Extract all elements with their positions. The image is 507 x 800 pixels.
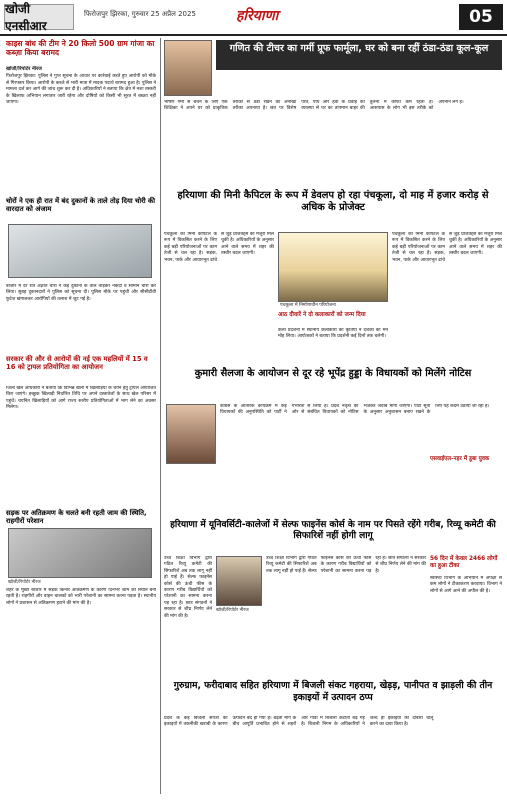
issue-meta: फिरोजपुर झिरका, गुरुवार 25 अप्रैल 2025 [84, 10, 196, 18]
story4-photo [8, 528, 152, 578]
story5-headline: गणित की टीचर का गर्मी प्रूफ फार्मूला, घर को बना रहीं ठंडा-ठंडा कूल-कूल [216, 40, 502, 70]
panchkula-photo-caption: पंचकूला में निर्माणाधीन परियोजना [280, 303, 336, 308]
story8-body: कांग्रेस के आंतरिक कार्यक्रम में कई विधायकों की अनुपस्थिति को पार्टी ने गंभीरता से लिया है। प्रदेश नेतृत्व की ओर से संबंधित विधायकों को नोटिस भेजकर जवाब मांगा जाएगा। पार्टी सूत्रों के अनुसार अनुशासन बनाए रखने के लिए यह कदम उठाया जा रहा है। [220, 404, 490, 416]
story2-headline: चोरों ने एक ही रात में बंद दुकानों के ताले तोड़ दिया चोरी की वारदात को अंजाम [6, 197, 155, 213]
story5-body: भीषण गर्मी से बचने के लिए एक शिक्षिका ने अपने घर को प्राकृतिक तरीकों से ठंडा रखने का अनोखा तरीका अपनाया है। छत पर विशेष परत, पौधे और हवा के प्रवाह की व्यवस्था से घर का तापमान बाहर की तुलना में काफी कम रहता है। आसपास के लोग भी इस तरीके को अपनाने लगे हैं। [164, 100, 464, 112]
story10-body-left: उच्च शिक्षा विभाग द्वारा गठित रिव्यू कमेटी की सिफारिशें अब तक लागू नहीं हो पाई हैं। सेल्फ फाइनेंस कोर्स की ऊंची फीस के कारण गरीब विद्यार्थियों को परेशानी का सामना करना पड़ रहा है। छात्र संगठनों ने सरकार से शीघ्र निर्णय लेने की मांग की है। [164, 556, 212, 619]
story4-body: शहर के मुख्य बाजार में सड़क किनारे अतिक्रमण के कारण दिनभर जाम की स्थिति बनी रहती है। राहगीरों और वाहन चालकों को भारी परेशानी का सामना करना पड़ता है। स्थानीय लोगों ने प्रशासन से अतिक्रमण हटाने की मांग की है। [6, 588, 156, 606]
story10-body: उच्च शिक्षा विभाग द्वारा गठित रिव्यू कमेटी की सिफारिशें अब तक लागू नहीं हो पाई हैं। सेल्फ फाइनेंस कोर्स की ऊंची फीस के कारण गरीब विद्यार्थियों को परेशानी का सामना करना पड़ रहा है। छात्र संगठनों ने सरकार से शीघ्र निर्णय लेने की मांग की है। [266, 556, 426, 574]
university-photo [216, 556, 262, 606]
story7-headline: आठ दीवारें ने दो कलाकारों को जन्म दिया [278, 312, 366, 318]
story12-headline: गुरुग्राम, फरीदाबाद सहित हरियाणा में बिजली संकट गहराया, खेड़ड़, पानीपत व झाड़ली की तीन इकाइयों में उत्पादन ठप्प [173, 680, 493, 703]
story9-headline: एसवाईएल-नहर में डूबा युवक [430, 456, 490, 462]
story8-headline: कुमारी सैलजा के आयोजन से दूर रहे भूपेंद्र हुड्डा के विधायकों को मिलेंगे नोटिस [194, 368, 472, 379]
story1-body [6, 66, 156, 194]
page-number: 05 [459, 4, 503, 30]
university-photo-caption: खोजी/रिपोर्टर नीरज [216, 608, 249, 613]
masthead [0, 0, 507, 34]
column-divider [160, 38, 161, 794]
story1-headline: काइस बांध की टीम ने 20 किलो 500 ग्राम गांजा का कब्ज़ा किया बरामद [6, 39, 155, 57]
story2-photo [8, 224, 152, 278]
story4-photo-caption: खोजी/रिपोर्टर नीरज [8, 580, 41, 585]
story6-body-right: पंचकूला को मिनी कैपिटल के रूप में विकसित करने के लिए कई बड़ी परियोजनाओं पर काम तेजी से चल रहा है। सड़क, भवन, पार्क और आधारभूत ढांचे से जुड़े प्रोजेक्ट्स को मंजूरी मिल चुकी है। अधिकारियों के अनुसार आने वाले समय में शहर की तस्वीर बदल जाएगी। [392, 232, 502, 263]
section-name: हरियाणा [236, 8, 279, 24]
selja-photo [166, 404, 216, 464]
brand-logo: खोजी एनसीआर [4, 4, 74, 30]
story6-body-left: पंचकूला को मिनी कैपिटल के रूप में विकसित करने के लिए कई बड़ी परियोजनाओं पर काम तेजी से चल रहा है। सड़क, भवन, पार्क और आधारभूत ढांचे से जुड़े प्रोजेक्ट्स को मंजूरी मिल चुकी है। अधिकारियों के अनुसार आने वाले समय में शहर की तस्वीर बदल जाएगी। [164, 232, 274, 263]
story1-byline: खोजी/रिपोर्टर नीरज [6, 66, 42, 72]
story12-body: प्रदेश के कई बिजली संयंत्रों की इकाइयों में तकनीकी खराबी के कारण उत्पादन बंद हो गया है। बढ़ती मांग के बीच आपूर्ति प्रभावित होने से शहरों और गांवों में बिजली कटौती बढ़ गई है। बिजली निगम के अधिकारियों ने जल्द ही इकाइयों को दोबारा चालू करने का दावा किया है। [164, 716, 434, 728]
story7-body: कला प्रदर्शनी में स्थानीय कलाकारों की कृतियों ने दर्शकों का मन मोह लिया। आयोजकों ने बताया कि प्रदर्शनी कई दिनों तक चलेगी। [278, 328, 388, 340]
story11-headline: 56 दिन में केवल 2466 लोगों का हुआ टीका [430, 556, 498, 569]
story3-headline: सरकार की और से आरोपों की नई एक महलियों में 15 व 16 को ट्रायल प्रतियोगिता का आयोजन [6, 355, 148, 371]
story6-headline: हरियाणा की मिनी कैपिटल के रूप में डेवलप हो रहा पंचकूला, दो माह में हजार करोड़ से अधिक के प्रोजेक्ट [177, 190, 489, 214]
header-rule [0, 34, 507, 36]
teacher-photo [164, 40, 212, 96]
story3-body: जिला खेल अधिकारी ने बताया कि विभिन्न खेलों में खिलाड़ियों के चयन हेतु ट्रायल आयोजित किए जाएंगे। इच्छुक खिलाड़ी निर्धारित तिथि पर अपने दस्तावेजों के साथ खेल परिसर में पहुंचें। चयनित खिलाड़ियों को आगे राज्य स्तरीय प्रतियोगिताओं में भाग लेने का अवसर मिलेगा। [6, 386, 156, 411]
story4-headline: सड़क पर अतिक्रमण के चलते बनी रहती जाम की स्थिति, राहगीरों परेशान [6, 509, 147, 525]
story2-body: बाजार में देर रात अज्ञात चोरों ने कई दुकानों के ताले तोड़कर नकदी व सामान चोरी कर लिया। सुबह दुकानदारों ने पुलिस को सूचना दी। पुलिस मौके पर पहुंची और सीसीटीवी फुटेज खंगालकर आरोपियों की तलाश में जुट गई है। [6, 284, 156, 302]
story11-body: स्वास्थ्य विभाग के अभियान में अपेक्षा से कम लोगों ने टीकाकरण करवाया। विभाग ने लोगों से आगे आने की अपील की है। [430, 576, 502, 594]
panchkula-photo [278, 232, 388, 302]
story10-headline: हरियाणा में यूनिवर्सिटी-कालेजों में सेल्फ फाइनेंस कोर्स के नाम पर पिसते रहेंगे गरीब, रिव्यू कमेटी की सिफारिशें नहीं होगी लागू [170, 520, 496, 542]
story1-text: फिरोजपुर झिरका: पुलिस ने गुप्त सूचना के आधार पर कार्रवाई करते हुए आरोपी को मौके से गिरफ्तार किया। आरोपी के कब्जे से भारी मात्रा में मादक पदार्थ बरामद हुआ है। पुलिस ने मामला दर्ज कर आगे की जांच शुरू कर दी है। अधिकारियों ने बताया कि क्षेत्र में नशा तस्करी के खिलाफ अभियान लगातार जारी रहेगा और दोषियों को किसी भी सूरत में बख्शा नहीं जाएगा। [6, 74, 156, 106]
